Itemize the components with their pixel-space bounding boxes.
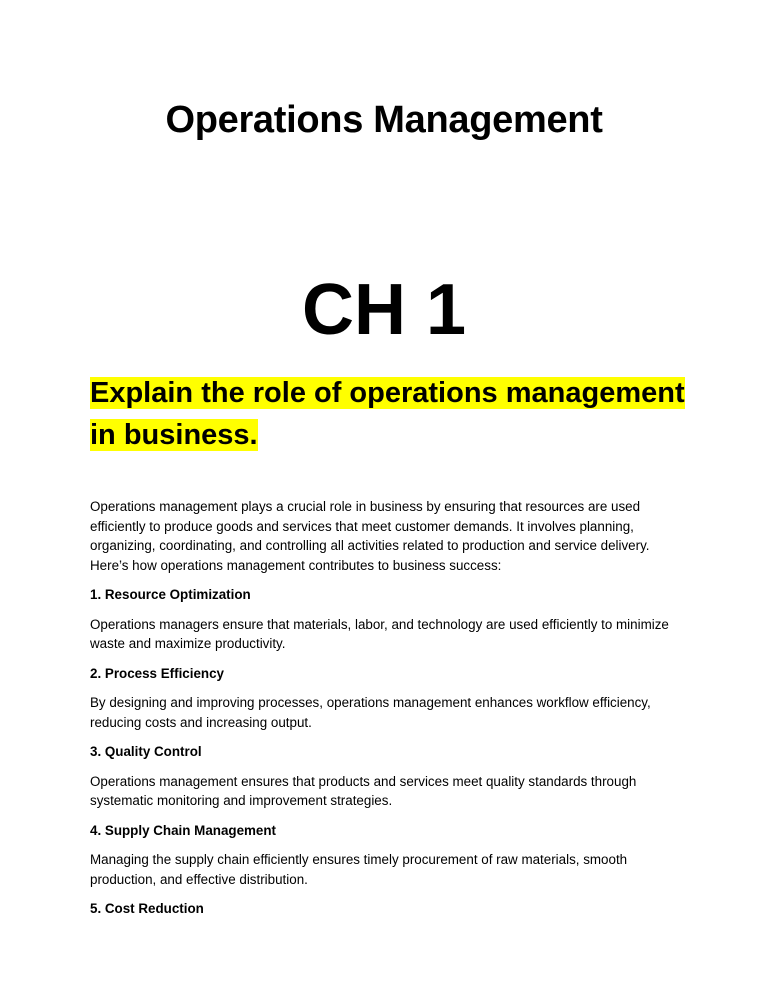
document-title: Operations Management <box>165 99 603 141</box>
section-heading-quality-control: 3. Quality Control <box>90 744 202 759</box>
section-heading-resource-optimization: 1. Resource Optimization <box>90 587 251 602</box>
section-heading-supply-chain-management: 4. Supply Chain Management <box>90 822 277 838</box>
highlighted-question-text: Explain the role of operations management in business. <box>90 377 685 451</box>
section-text-quality-control: Operations management ensures that products and services meet quality standards through systematic monitoring and improvement strategies. <box>90 773 637 808</box>
intro-paragraph: Operations management plays a crucial role in business by ensuring that resources are used efficiently to produce goods and services that meet customer demands. It involves planning, organizing, coordinating, and controlling all activities related to production and service delivery. Here’s how operations management contributes to business success: <box>90 499 650 573</box>
section-text-process-efficiency: By designing and improving processes, operations management enhances workflow efficiency, reducing costs and increasing output. <box>90 695 651 730</box>
chapter-heading: CH 1 <box>301 270 467 350</box>
document-body <box>90 497 690 929</box>
section-text-supply-chain-management: Managing the supply chain efficiently ensures timely procurement of raw materials, smooth production, and effective distribution. <box>90 852 628 887</box>
section-heading-cost-reduction: 5. Cost Reduction <box>90 901 204 916</box>
section-heading-process-efficiency: 2. Process Efficiency <box>90 665 224 681</box>
section-text-resource-optimization: Operations managers ensure that materials, labor, and technology are used efficiently to minimize waste and maximize productivity. <box>90 616 669 651</box>
question-heading <box>90 372 710 456</box>
